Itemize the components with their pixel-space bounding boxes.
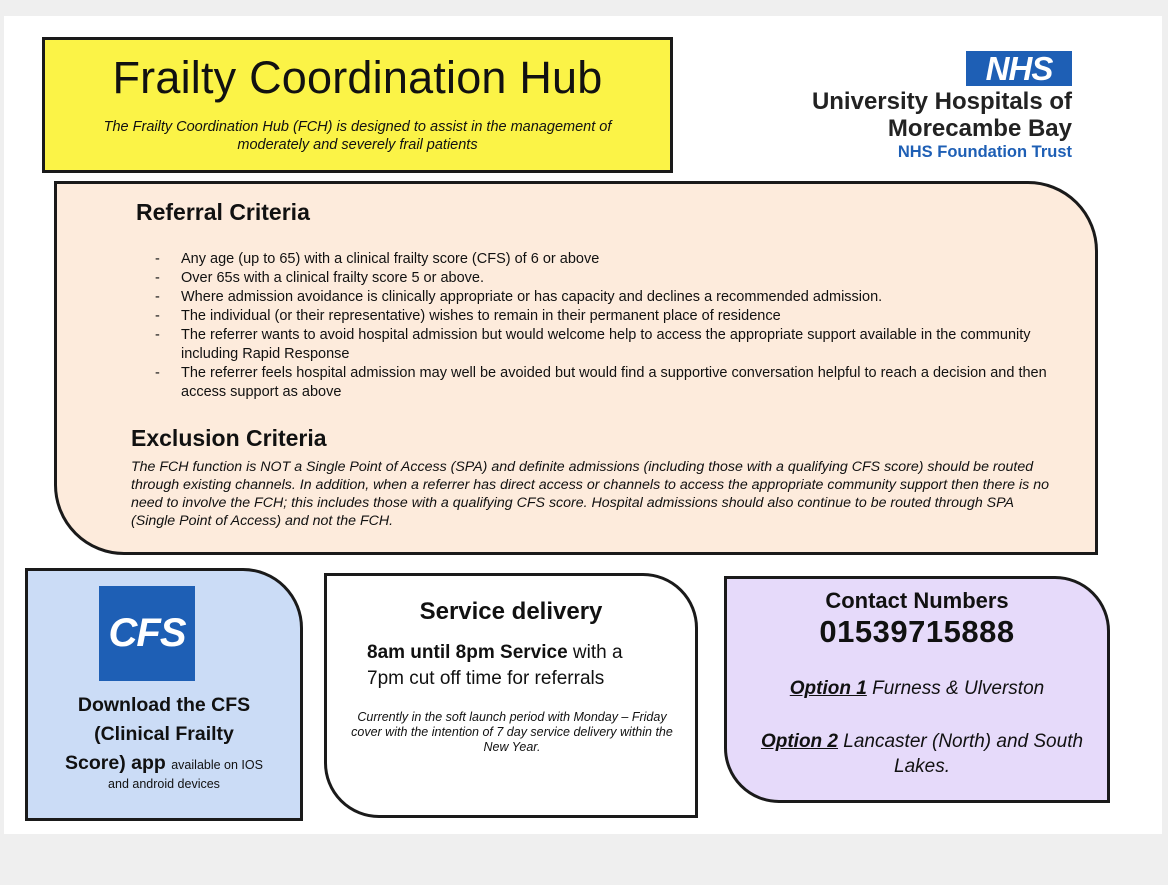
page-title: Frailty Coordination Hub — [112, 52, 603, 103]
contact-option-1 — [727, 678, 1107, 700]
nhs-logo-badge: NHS — [966, 51, 1072, 86]
option-2-label: Option 2 — [760, 731, 839, 752]
contact-numbers-heading: Contact Numbers — [825, 588, 1009, 613]
referral-criteria-list — [155, 250, 1055, 402]
org-name-line-2: Morecambe Bay — [887, 115, 1072, 142]
service-delivery-heading: Service delivery — [419, 598, 603, 625]
option-1-label: Option 1 — [789, 678, 867, 699]
subtitle-line-1: The Frailty Coordination Hub (FCH) is designed to assist in the management of — [103, 119, 612, 135]
service-hours-bold: 8am until 8pm Service — [367, 642, 568, 663]
exclusion-criteria-heading: Exclusion Criteria — [131, 425, 327, 451]
list-item: - The referrer feels hospital admission may well be avoided but would find a supportive conversation helpful to reach a decision and then access support as above — [155, 364, 1055, 402]
exclusion-criteria-text: The FCH function is NOT a Single Point of Access (SPA) and definite admissions (including those with a qualifying CFS score) should be routed through existing channels. In addition, when a referrer has direct access or channels to access the appropriate community support then there is no need to involve the FCH; this includes those with a qualifying CFS score. Hospital admissions should also continue to be routed through SPA (Single Point of Access) and not the FCH. — [131, 459, 1049, 529]
cfs-availability-1: available on IOS — [171, 758, 263, 772]
contact-numbers-box — [724, 576, 1110, 803]
cfs-line-3: Score) app — [65, 752, 166, 774]
cfs-download-text — [38, 691, 290, 780]
contact-option-2 — [757, 729, 1087, 779]
cfs-line-1: Download the CFS — [77, 694, 251, 716]
service-delivery-box — [324, 573, 698, 818]
list-item: - Where admission avoidance is clinically appropriate or has capacity and declines a recommended admission. — [155, 288, 1055, 307]
page-subtitle — [45, 118, 670, 154]
criteria-panel — [54, 181, 1098, 555]
referral-criteria-heading: Referral Criteria — [136, 199, 310, 225]
org-name-line-1: University Hospitals of — [811, 88, 1072, 115]
cfs-app-box — [25, 568, 303, 821]
cfs-app-logo: CFS — [99, 586, 195, 681]
org-trust-name: NHS Foundation Trust — [897, 143, 1072, 161]
cfs-availability-2: and android devices — [108, 777, 220, 791]
list-item: - Any age (up to 65) with a clinical frailty score (CFS) of 6 or above — [155, 250, 1055, 269]
cfs-line-2: (Clinical Frailty — [94, 723, 234, 745]
service-hours-rest-1: with a — [567, 642, 623, 663]
contact-phone-number: 01539715888 — [819, 614, 1015, 649]
service-hours — [367, 640, 677, 692]
title-box — [42, 37, 673, 173]
service-hours-rest-2: 7pm cut off time for referrals — [367, 668, 605, 689]
subtitle-line-2: moderately and severely frail patients — [237, 137, 478, 153]
list-item: - Over 65s with a clinical frailty score 5 or above. — [155, 269, 1055, 288]
list-item: - The referrer wants to avoid hospital admission but would welcome help to access the appropriate support available in the community including Rapid Response — [155, 326, 1055, 364]
list-item: - The individual (or their representative) wishes to remain in their permanent place of residence — [155, 307, 1055, 326]
service-launch-note: Currently in the soft launch period with Monday – Friday cover with the intention of 7 day service delivery within the New Year. — [351, 710, 673, 754]
option-2-text: Lancaster (North) and South Lakes. — [838, 731, 1084, 777]
option-1-text: Furness & Ulverston — [866, 678, 1045, 699]
